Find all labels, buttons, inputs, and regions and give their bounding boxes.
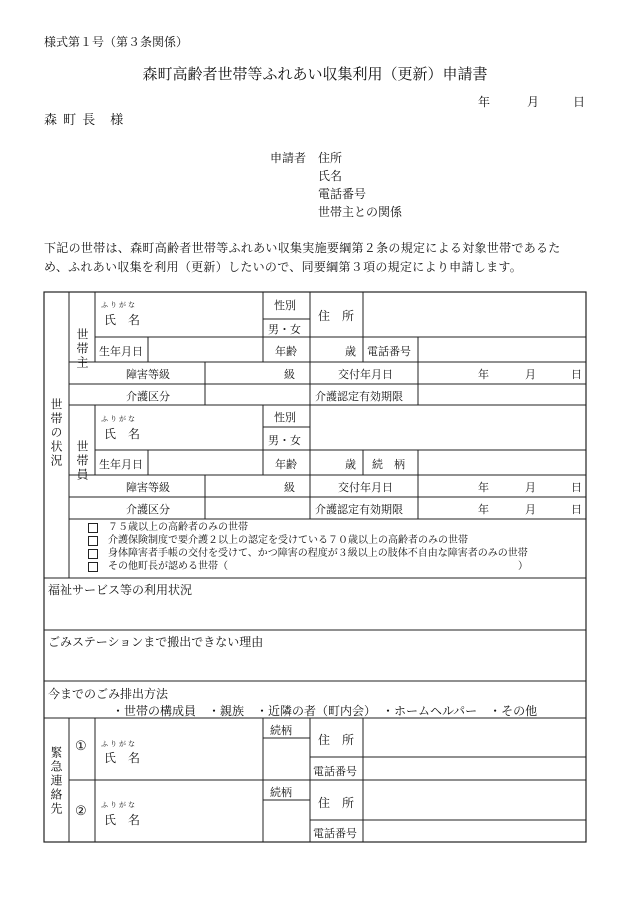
member-expiry-year: 年 [478,503,489,516]
welfare-services-label: 福祉サービス等の利用状況 [48,583,193,597]
emergency-2-furigana: ふりがな [101,801,137,809]
emergency-2-phone-label: 電話番号 [313,827,357,840]
member-gender-label: 性別 [274,411,296,424]
member-issue-year: 年 [478,481,489,494]
checkbox-icon[interactable] [88,549,98,559]
emergency-2-name-label: 氏 名 [104,813,141,827]
check-item-other[interactable]: その他町長が認める世帯（ ） [88,560,528,573]
head-issue-month: 月 [525,368,536,381]
checkbox-icon[interactable] [88,523,98,533]
applicant-name-label: 氏名 [318,169,343,183]
disposal-method-title: 今までのごみ排出方法 [48,687,169,701]
head-care-label: 介護区分 [126,390,170,403]
emergency-2-address-label: 住 所 [318,796,355,810]
form-number: 様式第１号（第３条関係） [44,35,189,49]
household-head-label: 世帯主 [75,328,89,370]
head-disability-label: 障害等級 [126,368,170,381]
member-age-label: 年齢 [275,458,297,471]
member-gender-options: 男・女 [268,434,301,447]
emergency-1-furigana: ふりがな [101,740,137,748]
household-type-checklist [88,521,528,573]
date-month: 月 [527,95,540,109]
household-status-label: 世帯の状況 [49,398,63,468]
checkbox-icon[interactable] [88,536,98,546]
household-member-label: 世帯員 [75,440,89,482]
addressee: 森 町 長 様 [44,113,125,128]
member-expiry-month: 月 [525,503,536,516]
member-issue-day: 日 [571,481,582,494]
head-age-label: 年齢 [275,345,297,358]
head-gender-options: 男・女 [268,323,301,336]
reason-label: ごみステーションまで搬出できない理由 [48,635,264,649]
date-year: 年 [478,95,491,109]
applicant-phone-label: 電話番号 [318,187,367,201]
member-care-label: 介護区分 [126,503,170,516]
emergency-1-relation-label: 続柄 [270,724,292,737]
disposal-method-options: ・世帯の構成員 ・親族 ・近隣の者（町内会） ・ホームヘルパー ・その他 [112,704,538,718]
check-item-disability[interactable]: 身体障害者手帳の交付を受けて、かつ障害の程度が３級以上の肢体不自由な障害者のみの世帯 [88,547,528,560]
emergency-1-name-label: 氏 名 [104,751,141,765]
emergency-contact-label: 緊急連絡先 [49,746,63,816]
form-title: 森町高齢者世帯等ふれあい収集利用（更新）申請書 [142,65,488,83]
check-item-care-level[interactable]: 介護保険制度で要介護２以上の認定を受けている７０歳以上の高齢者のみの世帯 [88,534,528,547]
member-disability-label: 障害等級 [126,481,170,494]
member-birth-label: 生年月日 [99,458,143,471]
member-age-unit: 歳 [345,458,356,471]
emergency-1-phone-label: 電話番号 [313,765,357,778]
head-care-expiry-label: 介護認定有効期限 [315,390,403,403]
head-issue-day: 日 [571,368,582,381]
applicant-label: 申請者 [270,151,307,165]
head-gender-label: 性別 [274,299,296,312]
check-item-elderly-75[interactable]: ７５歳以上の高齢者のみの世帯 [88,521,528,534]
member-name-label: 氏 名 [104,427,141,441]
intro-line-2: め、ふれあい収集を利用（更新）したいので、同要綱第３項の規定により申請します。 [44,260,523,274]
applicant-address-label: 住所 [318,151,343,165]
emergency-1-number: ① [75,739,87,754]
head-address-label: 住 所 [318,309,355,323]
member-furigana-label: ふりがな [101,415,137,423]
member-issue-date-label: 交付年月日 [338,481,393,494]
date-day: 日 [573,95,586,109]
emergency-2-relation-label: 続柄 [270,786,292,799]
head-issue-date-label: 交付年月日 [338,368,393,381]
member-relation-label: 続 柄 [372,458,405,471]
intro-line-1: 下記の世帯は、森町高齢者世帯等ふれあい収集実施要綱第２条の規定による対象世帯であるた [44,241,561,255]
emergency-1-address-label: 住 所 [318,733,355,747]
member-issue-month: 月 [525,481,536,494]
head-phone-label: 電話番号 [367,345,411,358]
head-age-unit: 歳 [345,345,356,358]
member-care-expiry-label: 介護認定有効期限 [315,503,403,516]
member-grade-unit: 級 [284,481,295,494]
head-furigana-label: ふりがな [101,301,137,309]
head-grade-unit: 級 [284,368,295,381]
head-name-label: 氏 名 [104,313,141,327]
emergency-2-number: ② [75,804,87,819]
head-issue-year: 年 [478,368,489,381]
head-birth-label: 生年月日 [99,345,143,358]
member-expiry-day: 日 [571,503,582,516]
applicant-relation-label: 世帯主との関係 [318,205,403,219]
checkbox-icon[interactable] [88,562,98,572]
